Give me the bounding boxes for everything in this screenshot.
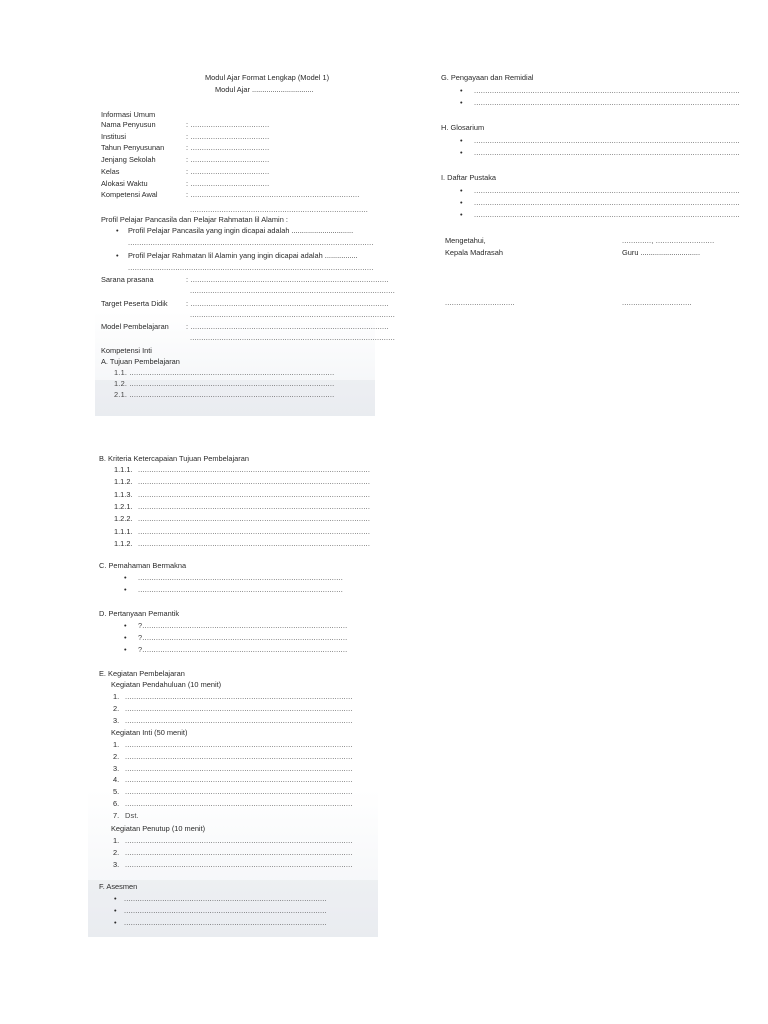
pertanyaan-line: ...........................................................................................? bbox=[138, 633, 348, 642]
pertanyaan-heading: D. Pertanyaan Pemantik bbox=[99, 609, 180, 618]
mengetahui-label: Mengetahui, bbox=[445, 236, 486, 245]
form-field-label: Sarana prasana bbox=[101, 275, 154, 284]
document-subtitle: Modul Ajar .............................. bbox=[215, 85, 314, 94]
info-field-value: : ................................... bbox=[186, 143, 270, 153]
inti-number: 2. bbox=[113, 751, 120, 761]
info-field-value: : ................................... bbox=[186, 155, 270, 165]
pemahaman-line: ........................................................................................... bbox=[138, 573, 344, 582]
profil-item-text: Profil Pelajar Rahmatan lil Alamin yang ingin dicapai adalah ................ bbox=[128, 251, 358, 260]
form-field-label: Model Pembelajaran bbox=[101, 322, 169, 331]
profil-bullet: • bbox=[116, 226, 119, 235]
pemahaman-bullet: • bbox=[124, 573, 127, 582]
signature-left: ............................... bbox=[445, 298, 515, 307]
right-item-bullet: • bbox=[460, 98, 463, 107]
kriteria-number: 1.1.1. bbox=[114, 465, 133, 474]
inti-line: ..................................................................................................... bbox=[125, 751, 353, 761]
asesmen-heading: F. Asesmen bbox=[99, 882, 138, 891]
asesmen-bullet: • bbox=[114, 894, 117, 903]
form-field-value: : ........................................................................................ bbox=[186, 322, 389, 331]
kriteria-number: 1.2.1. bbox=[114, 501, 133, 511]
penutup-line: ..................................................................................................... bbox=[125, 848, 353, 857]
kriteria-number: 1.1.1. bbox=[114, 526, 133, 536]
inti-number: 4. bbox=[113, 775, 120, 785]
inti-number: 5. bbox=[113, 787, 120, 797]
inti-line: Dst. bbox=[125, 810, 139, 820]
pendahuluan-line: ..................................................................................................... bbox=[125, 704, 353, 713]
document-title: Modul Ajar Format Lengkap (Model 1) bbox=[205, 73, 330, 82]
right-item-line: ...................................................................................................................... bbox=[474, 186, 740, 195]
inti-line: ..................................................................................................... bbox=[125, 763, 353, 773]
pemahaman-bullet: • bbox=[124, 585, 127, 594]
profil-item-continuation: ............................................................................................................. bbox=[128, 238, 374, 247]
info-field-label: Alokasi Waktu bbox=[101, 178, 148, 188]
info-field-label: Kelas bbox=[101, 166, 120, 176]
inti-line: ..................................................................................................... bbox=[125, 799, 353, 808]
right-section-heading: G. Pengayaan dan Remidial bbox=[441, 73, 534, 82]
pendahuluan-number: 2. bbox=[113, 704, 120, 713]
right-item-line: ...................................................................................................................... bbox=[474, 136, 740, 145]
pendahuluan-line: ..................................................................................................... bbox=[125, 716, 353, 725]
inti-number: 7. bbox=[113, 810, 120, 820]
inti-line: ..................................................................................................... bbox=[125, 775, 353, 785]
penutup-number: 3. bbox=[113, 860, 120, 869]
kriteria-line: ....................................................................................................... bbox=[138, 514, 371, 524]
kriteria-line: ....................................................................................................... bbox=[138, 465, 371, 474]
info-field-label: Kompetensi Awal bbox=[101, 190, 158, 200]
asesmen-bullet: • bbox=[114, 918, 117, 927]
kriteria-line: ....................................................................................................... bbox=[138, 501, 371, 511]
right-item-line: ...................................................................................................................... bbox=[474, 198, 740, 207]
kriteria-number: 1.1.2. bbox=[114, 538, 133, 548]
profil-bullet: • bbox=[116, 251, 119, 260]
form-field-continuation: ........................................................................................... bbox=[190, 309, 396, 319]
inti-line: ..................................................................................................... bbox=[125, 787, 353, 797]
kriteria-line: ....................................................................................................... bbox=[138, 477, 371, 487]
right-section-heading: I. Daftar Pustaka bbox=[441, 173, 497, 182]
date-line: ............., .......................... bbox=[622, 236, 715, 245]
tujuan-item: 2.1. ........................................................................................... bbox=[114, 390, 335, 399]
right-item-bullet: • bbox=[460, 136, 463, 145]
form-field-continuation: ........................................................................................... bbox=[190, 286, 396, 295]
right-item-line: ...................................................................................................................... bbox=[474, 86, 740, 95]
right-section-heading: H. Glosarium bbox=[441, 123, 485, 132]
pendahuluan-heading: Kegiatan Pendahuluan (10 menit) bbox=[111, 680, 222, 689]
right-item-bullet: • bbox=[460, 198, 463, 207]
right-item-bullet: • bbox=[460, 86, 463, 95]
pendahuluan-number: 3. bbox=[113, 716, 120, 725]
info-field-value: : ................................... bbox=[186, 131, 270, 141]
kriteria-heading: B. Kriteria Ketercapaian Tujuan Pembelajaran bbox=[99, 454, 249, 463]
asesmen-bullet: • bbox=[114, 906, 117, 915]
penutup-line: ..................................................................................................... bbox=[125, 836, 353, 845]
asesmen-line: .......................................................................................... bbox=[124, 918, 327, 927]
pertanyaan-line: ...........................................................................................? bbox=[138, 621, 348, 630]
right-item-bullet: • bbox=[460, 210, 463, 219]
form-field-value: : ........................................................................................ bbox=[186, 275, 389, 284]
kriteria-number: 1.1.3. bbox=[114, 489, 133, 499]
profil-heading: Profil Pelajar Pancasila dan Pelajar Rahmatan lil Alamin : bbox=[101, 215, 288, 224]
form-field-continuation: ........................................................................................... bbox=[190, 333, 396, 342]
inti-line: ..................................................................................................... bbox=[125, 740, 353, 749]
right-item-line: ...................................................................................................................... bbox=[474, 148, 740, 157]
asesmen-line: .......................................................................................... bbox=[124, 894, 327, 903]
form-field-label: Target Peserta Didik bbox=[101, 298, 168, 308]
penutup-line: ..................................................................................................... bbox=[125, 860, 353, 869]
kriteria-line: ....................................................................................................... bbox=[138, 489, 371, 499]
info-field-label: Nama Penyusun bbox=[101, 120, 156, 129]
info-heading: Informasi Umum bbox=[101, 110, 156, 119]
info-field-label: Jenjang Sekolah bbox=[101, 155, 156, 165]
right-item-bullet: • bbox=[460, 186, 463, 195]
inti-number: 3. bbox=[113, 763, 120, 773]
info-field-label: Institusi bbox=[101, 131, 127, 141]
inti-heading: Kegiatan Inti (50 menit) bbox=[111, 728, 188, 737]
pertanyaan-bullet: • bbox=[124, 645, 127, 654]
right-item-line: ...................................................................................................................... bbox=[474, 98, 740, 107]
inti-number: 1. bbox=[113, 740, 120, 749]
tujuan-item: 1.2. ........................................................................................... bbox=[114, 379, 335, 388]
kompetensi-inti-heading: Kompetensi Inti bbox=[101, 346, 152, 355]
signature-right: ............................... bbox=[622, 298, 692, 307]
profil-item-continuation: ............................................................................................................. bbox=[128, 263, 374, 272]
kriteria-number: 1.1.2. bbox=[114, 477, 133, 487]
info-field-value: : ................................... bbox=[186, 166, 270, 176]
pendahuluan-number: 1. bbox=[113, 692, 120, 701]
pertanyaan-line: ...........................................................................................? bbox=[138, 645, 348, 654]
kriteria-line: ....................................................................................................... bbox=[138, 526, 371, 536]
tujuan-item: 1.1. ........................................................................................... bbox=[114, 368, 335, 377]
penutup-number: 2. bbox=[113, 848, 120, 857]
profil-item-text: Profil Pelajar Pancasila yang ingin dicapai adalah .............................. bbox=[128, 226, 354, 235]
guru-label: Guru ............................. bbox=[622, 248, 701, 257]
kriteria-number: 1.2.2. bbox=[114, 514, 133, 524]
right-item-bullet: • bbox=[460, 148, 463, 157]
form-field-value: : ........................................................................................ bbox=[186, 298, 389, 308]
info-field-value: : ........................................................................... bbox=[186, 190, 360, 200]
kriteria-line: ....................................................................................................... bbox=[138, 538, 371, 548]
right-item-line: ...................................................................................................................... bbox=[474, 210, 740, 219]
inti-number: 6. bbox=[113, 799, 120, 808]
tujuan-heading: A. Tujuan Pembelajaran bbox=[101, 357, 180, 366]
asesmen-line: .......................................................................................... bbox=[124, 906, 327, 915]
info-field-value: : ................................... bbox=[186, 178, 270, 188]
pendahuluan-line: ..................................................................................................... bbox=[125, 692, 353, 701]
penutup-heading: Kegiatan Penutup (10 menit) bbox=[111, 824, 206, 833]
penutup-number: 1. bbox=[113, 836, 120, 845]
info-field-value: : ................................... bbox=[186, 120, 270, 129]
kepala-label: Kepala Madrasah bbox=[445, 248, 503, 257]
kegiatan-heading: E. Kegiatan Pembelajaran bbox=[99, 669, 185, 678]
kompetensi-awal-continuation: ............................................................................... bbox=[190, 205, 369, 214]
pemahaman-line: ........................................................................................... bbox=[138, 585, 344, 594]
pertanyaan-bullet: • bbox=[124, 633, 127, 642]
pemahaman-heading: C. Pemahaman Bermakna bbox=[99, 561, 187, 570]
pertanyaan-bullet: • bbox=[124, 621, 127, 630]
info-field-label: Tahun Penyusunan bbox=[101, 143, 165, 153]
